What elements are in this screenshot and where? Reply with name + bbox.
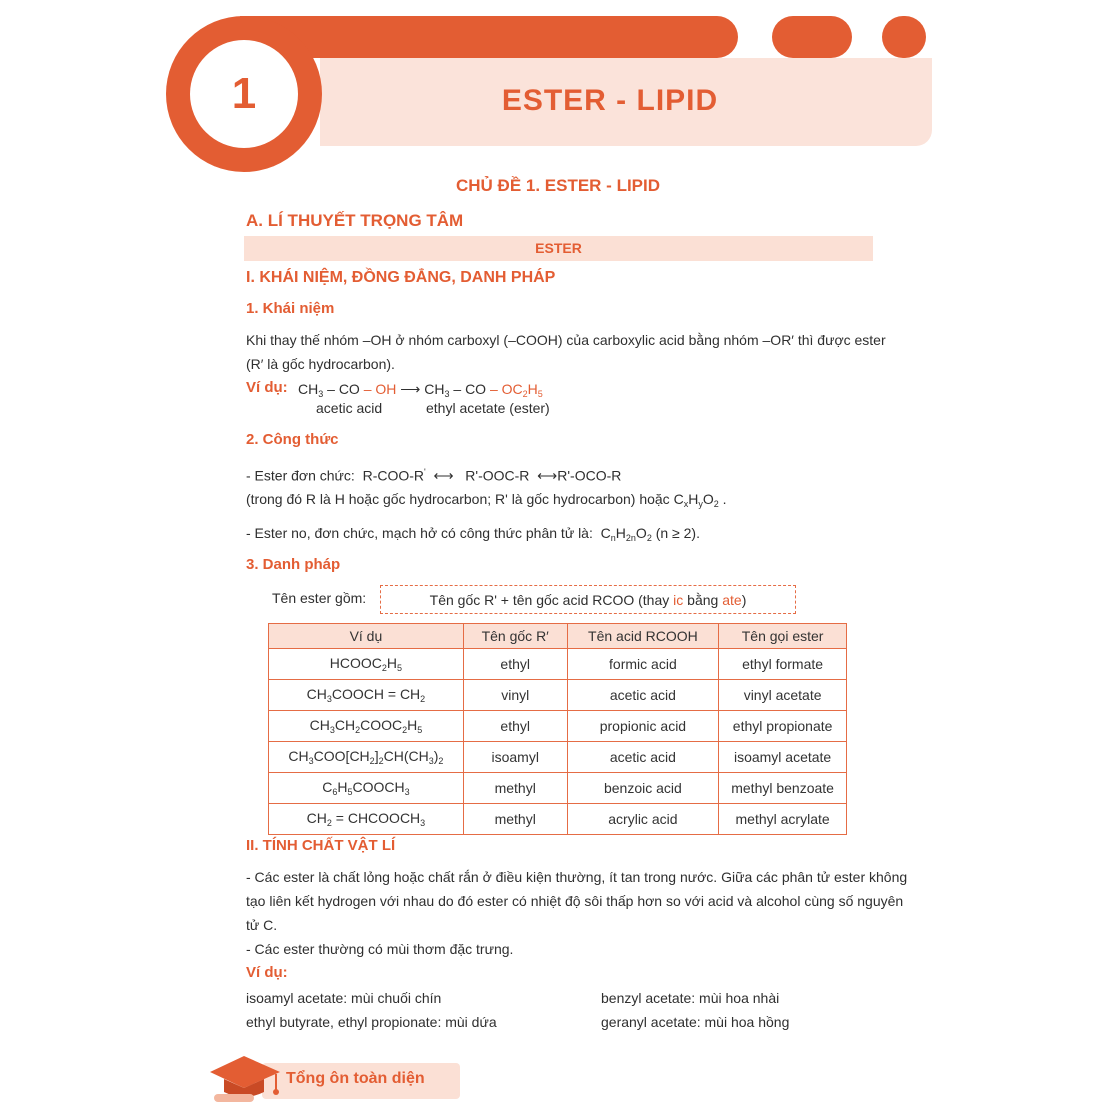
smell-example-4: geranyl acetate: mùi hoa hồng: [601, 1014, 790, 1030]
example-formula: $CH_3COO[CH_2]_2CH(CH_3)_2$: [269, 742, 464, 773]
nomenclature-table: [268, 623, 847, 835]
acid-label: acetic acid: [316, 400, 383, 416]
table-header: Ví dụ: [269, 624, 464, 649]
formula-line-2-text: (trong đó R là H hoặc gốc hydrocarbon; R' là gốc hydrocarbon) hoặc: [246, 491, 670, 507]
formula-line-1: - Ester đơn chức: R-COO-R' ⟷ R'-OOC-R ⟷R'-OCO-R: [246, 467, 622, 484]
rule-part-b: bằng: [683, 592, 723, 608]
formula-heading: 2. Công thức: [246, 431, 339, 448]
formula-line-3: - Ester no, đơn chức, mạch hở có công thức phân tử là: $C_nH_{2n}O_2$ (n ≥ 2).: [246, 525, 700, 543]
section-i-heading: I. KHÁI NIỆM, ĐỒNG ĐẲNG, DANH PHÁP: [246, 269, 556, 286]
ester-name: methyl benzoate: [719, 773, 847, 804]
formula-line-2: (trong đó R là H hoặc gốc hydrocarbon; R' là gốc hydrocarbon) hoặc $C_xH_yO_2$ .: [246, 491, 727, 509]
acid-name: acrylic acid: [567, 804, 719, 835]
physical-line-4: - Các ester thường có mùi thơm đặc trưng.: [246, 941, 514, 957]
ester-name: ethyl propionate: [719, 711, 847, 742]
r-group: ethyl: [463, 711, 567, 742]
acid-name: propionic acid: [567, 711, 719, 742]
example-formula: $C_6H_5COOCH_3$: [269, 773, 464, 804]
decorative-pill-small: [882, 16, 926, 58]
physical-line-3: tử C.: [246, 917, 278, 933]
r-group: ethyl: [463, 649, 567, 680]
smell-example-2: benzyl acetate: mùi hoa nhài: [601, 990, 780, 1006]
physical-line-1: - Các ester là chất lỏng hoặc chất rắn ở điều kiện thường, ít tan trong nước. Giữa các phân tử ester không: [246, 869, 908, 885]
ester-name: vinyl acetate: [719, 680, 847, 711]
rule-part-c: ): [741, 592, 747, 608]
formula-2: R'-OOC-R: [465, 467, 530, 484]
rule-ate: ate: [722, 592, 742, 608]
formula-line-3-condition: (n ≥ 2).: [655, 525, 700, 541]
r-group: methyl: [463, 804, 567, 835]
ester-name: methyl acrylate: [719, 804, 847, 835]
concept-line-2: (R′ là gốc hydrocarbon).: [246, 356, 395, 372]
table-header: Tên acid RCOOH: [567, 624, 719, 649]
ester-product-label: ethyl acetate (ester): [426, 400, 550, 416]
table-row: [269, 680, 847, 711]
acid-name: benzoic acid: [567, 773, 719, 804]
acid-name: acetic acid: [567, 680, 719, 711]
concept-heading: 1. Khái niệm: [246, 300, 335, 317]
chapter-title: ESTER - LIPID: [501, 84, 719, 117]
rule-ic: ic: [673, 592, 684, 608]
rule-part-a: Tên gốc R' + tên gốc acid RCOO (thay: [429, 592, 674, 608]
example-label: Ví dụ:: [246, 379, 288, 396]
table-row: [269, 773, 847, 804]
nomenclature-label: Tên ester gồm:: [272, 590, 367, 606]
table-row: [269, 742, 847, 773]
formula-1: R-COO-R: [362, 467, 425, 484]
nomenclature-rule-box: [380, 585, 796, 614]
esterification-equation: $CH_3$ – CO – OH ⟶ $CH_3$ – CO – $OC_2H_5$: [298, 381, 543, 399]
smell-example-1: isoamyl acetate: mùi chuối chín: [246, 990, 442, 1006]
nomenclature-heading: 3. Danh pháp: [246, 556, 341, 573]
formula-line-3-text: - Ester no, đơn chức, mạch hở có công thức phân tử là:: [246, 525, 593, 541]
section-a-heading: A. LÍ THUYẾT TRỌNG TÂM: [246, 211, 464, 230]
table-row: [269, 711, 847, 742]
example-formula: $HCOOC_2H_5$: [269, 649, 464, 680]
topic-title: CHỦ ĐỀ 1. ESTER - LIPID: [455, 176, 661, 195]
footer-label: Tổng ôn toàn diện: [286, 1070, 425, 1087]
chapter-number: 1: [190, 40, 298, 148]
table-row: [269, 649, 847, 680]
ester-banner: ESTER: [244, 236, 873, 261]
example-formula: $CH_3COOCH = CH_2$: [269, 680, 464, 711]
decorative-pill: [772, 16, 852, 58]
formula-3: R'-OCO-R: [557, 467, 622, 484]
r-group: vinyl: [463, 680, 567, 711]
smell-example-3: ethyl butyrate, ethyl propionate: mùi dứa: [246, 1014, 497, 1030]
section-ii-heading: II. TÍNH CHẤT VẬT LÍ: [246, 837, 396, 854]
concept-line-1: Khi thay thế nhóm –OH ở nhóm carboxyl (–COOH) của carboxylic acid bằng nhóm –OR′ thì được ester: [246, 332, 886, 348]
physical-line-2: tạo liên kết hydrogen với nhau do đó ester có nhiệt độ sôi thấp hơn so với acid và alcohol cùng số nguyên: [246, 893, 904, 909]
formula-line-1-prefix: - Ester đơn chức:: [246, 467, 355, 484]
chapter-banner-bar: [240, 16, 738, 58]
r-group: methyl: [463, 773, 567, 804]
ester-name: ethyl formate: [719, 649, 847, 680]
acid-name: formic acid: [567, 649, 719, 680]
acid-name: acetic acid: [567, 742, 719, 773]
table-header: Tên gốc R′: [463, 624, 567, 649]
graduation-cap-icon: [206, 1050, 284, 1108]
table-header-row: [269, 624, 847, 649]
ester-name: isoamyl acetate: [719, 742, 847, 773]
physical-example-label: Ví dụ:: [246, 964, 288, 981]
example-formula: $CH_3CH_2COOC_2H_5$: [269, 711, 464, 742]
r-group: isoamyl: [463, 742, 567, 773]
table-row: [269, 804, 847, 835]
table-header: Tên gọi ester: [719, 624, 847, 649]
example-formula: $CH_2$ = $CHCOOCH_3$: [269, 804, 464, 835]
